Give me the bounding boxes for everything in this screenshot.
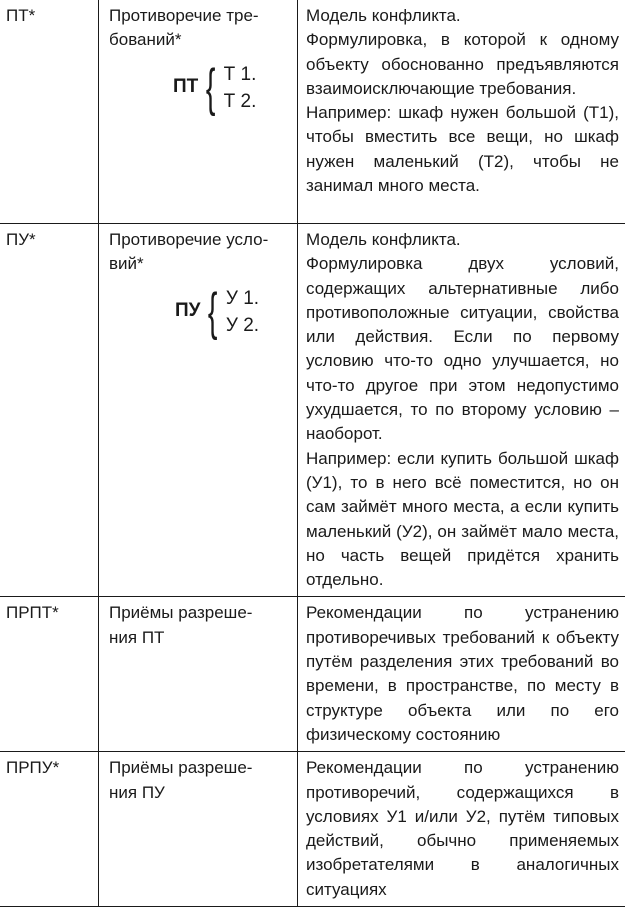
term-name-line: ния ПУ	[109, 781, 291, 805]
term-name-cell	[99, 0, 298, 224]
description-paragraph: Формулировка, в которой к одному объекту обоснованно предъявляются взаимоисключающие требования.	[306, 28, 619, 101]
formula-lines	[226, 285, 259, 339]
term-name-line: бований*	[109, 28, 291, 52]
formula-line-2: У 2.	[226, 312, 259, 339]
table-row	[0, 597, 625, 752]
term-description	[298, 0, 625, 224]
description-paragraph: Формулировка двух условий, содержащих альтернативные либо противоположные ситуации, свойства или действия. Если по первому условию что-то одно улучшается, но что-то другое при этом недопустимо ухудшается, то по второму условию – наоборот.	[306, 252, 619, 446]
term-name-line: Приёмы разреше-	[109, 601, 291, 625]
term-name-line: Приёмы разреше-	[109, 756, 291, 780]
curly-brace-icon: {	[208, 286, 218, 338]
term-abbreviation	[0, 0, 99, 224]
term-description	[298, 597, 625, 752]
formula-line-1: Т 1.	[224, 61, 257, 88]
curly-brace-icon: {	[206, 62, 216, 114]
term-description	[298, 224, 625, 597]
description-paragraph: Модель конфликта.	[306, 4, 619, 28]
term-abbr-text: ПРПТ*	[6, 603, 59, 622]
term-name-cell	[99, 224, 298, 597]
term-abbreviation	[0, 752, 99, 907]
formula-line-1: У 1.	[226, 285, 259, 312]
description-paragraph: Рекомендации по устранению противоречий, содержащихся в условиях У1 и/или У2, путём типовых действий, обычно применяемых изобретателями в аналогичных ситуациях	[306, 756, 619, 902]
term-name-line: Противоречие тре-	[109, 4, 291, 28]
description-paragraph: Рекомендации по устранению противоречивых требований к объекту путём разделения этих требований во времени, в пространстве, по месту в структуре объекта или по его физическому состоянию	[306, 601, 619, 747]
table-row	[0, 0, 625, 224]
formula-block	[109, 59, 291, 117]
term-name-line: ния ПТ	[109, 626, 291, 650]
formula-line-2: Т 2.	[224, 88, 257, 115]
table-row	[0, 752, 625, 907]
term-name-line: вий*	[109, 252, 291, 276]
formula-lines	[224, 61, 257, 115]
term-name-cell	[99, 597, 298, 752]
term-abbr-text: ПУ*	[6, 230, 36, 249]
term-name-line: Противоречие усло-	[109, 228, 291, 252]
formula-label: ПТ	[173, 75, 198, 99]
term-abbreviation	[0, 224, 99, 597]
term-abbr-text: ПРПУ*	[6, 758, 59, 777]
description-paragraph: Например: если купить большой шкаф (У1), то в него всё поместится, но он сам займёт много места, а если купить маленький (У2), он займёт мало места, но часть вещей придётся хранить отдельно.	[306, 447, 619, 593]
formula-block	[109, 283, 291, 341]
table-row	[0, 224, 625, 597]
term-abbreviation	[0, 597, 99, 752]
term-name-cell	[99, 752, 298, 907]
formula-label: ПУ	[175, 299, 200, 323]
description-paragraph: Например: шкаф нужен большой (Т1), чтобы вместить все вещи, но шкаф нужен маленький (Т2), чтобы не занимал много места.	[306, 101, 619, 198]
term-description	[298, 752, 625, 907]
description-paragraph: Модель конфликта.	[306, 228, 619, 252]
term-abbr-text: ПТ*	[6, 6, 35, 25]
